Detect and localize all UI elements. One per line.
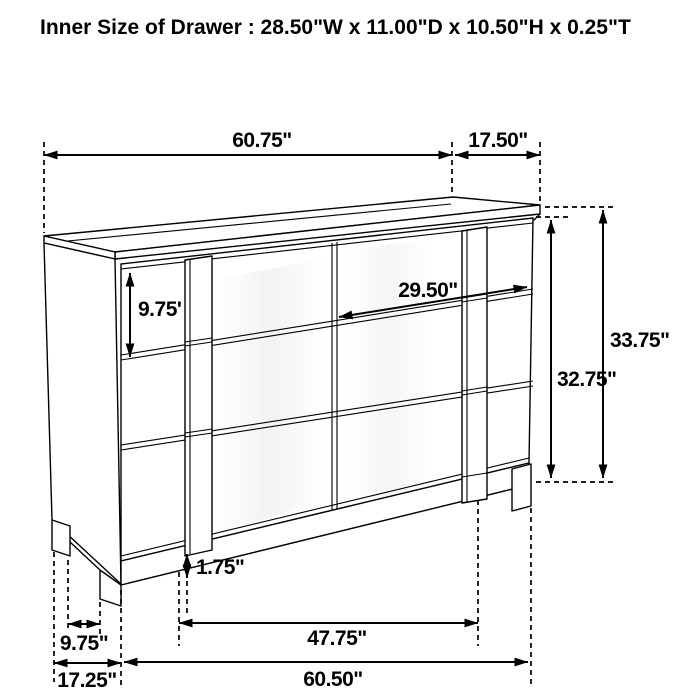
diagram-title: Inner Size of Drawer : 28.50"W x 11.00"D x 10.50"H x 0.25"T bbox=[40, 16, 631, 39]
top-depth-label: 17.50" bbox=[468, 129, 528, 152]
dim-inner-leg-span bbox=[179, 623, 478, 650]
case-height-label: 32.75" bbox=[557, 368, 617, 391]
dim-leg-gap bbox=[60, 624, 108, 655]
dim-plinth-height bbox=[187, 554, 244, 579]
dim-bottom-width bbox=[124, 662, 528, 691]
bottom-width-label: 60.50" bbox=[303, 668, 363, 691]
inner-leg-span-label: 47.75" bbox=[307, 627, 367, 650]
drawer-front-width-label: 29.50" bbox=[398, 279, 458, 302]
dim-top-depth bbox=[455, 129, 540, 202]
dim-bottom-side-depth bbox=[54, 663, 121, 692]
plinth-height-label: 1.75" bbox=[196, 556, 245, 579]
overall-height-label: 33.75" bbox=[610, 329, 670, 352]
drawer-strip-left bbox=[185, 256, 212, 556]
leg-gap-label: 9.75" bbox=[59, 632, 109, 655]
dresser-drawing bbox=[44, 197, 540, 606]
drawer-strip-right bbox=[462, 227, 487, 503]
dim-heights-right bbox=[536, 207, 670, 482]
dresser-leg-right bbox=[512, 464, 531, 511]
bottom-side-depth-label: 17.25" bbox=[57, 669, 117, 692]
top-width-label: 60.75" bbox=[232, 129, 292, 152]
top-drawer-height-label: 9.75' bbox=[138, 298, 182, 321]
